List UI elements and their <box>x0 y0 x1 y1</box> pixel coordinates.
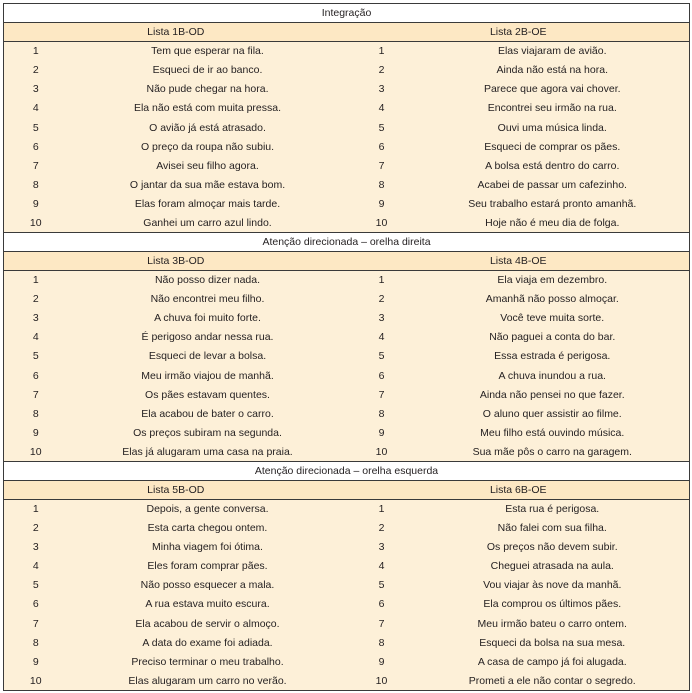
table-row <box>4 156 690 175</box>
right-item-number: 2 <box>348 61 416 80</box>
right-sentence: O aluno quer assistir ao filme. <box>416 404 690 423</box>
right-sentence: Não falei com sua filha. <box>416 519 690 538</box>
table-row <box>4 423 690 442</box>
left-sentence: Ganhei um carro azul lindo. <box>68 213 348 232</box>
table-row <box>4 99 690 118</box>
left-item-number: 6 <box>4 595 68 614</box>
right-sentence: Ainda não pensei no que fazer. <box>416 385 690 404</box>
left-item-number: 3 <box>4 80 68 99</box>
right-item-number: 5 <box>348 576 416 595</box>
right-sentence: Amanhã não posso almoçar. <box>416 290 690 309</box>
right-item-number: 3 <box>348 538 416 557</box>
right-sentence: A casa de campo já foi alugada. <box>416 652 690 671</box>
table-row <box>4 137 690 156</box>
table-row <box>4 442 690 461</box>
left-sentence: Ela não está com muita pressa. <box>68 99 348 118</box>
right-item-number: 7 <box>348 614 416 633</box>
right-item-number: 1 <box>348 500 416 519</box>
right-sentence: Ouvi uma música linda. <box>416 118 690 137</box>
left-sentence: Não posso esquecer a mala. <box>68 576 348 595</box>
left-item-number: 4 <box>4 328 68 347</box>
left-sentence: Preciso terminar o meu trabalho. <box>68 652 348 671</box>
table-row <box>4 538 690 557</box>
table-row <box>4 633 690 652</box>
left-item-number: 9 <box>4 652 68 671</box>
left-item-number: 6 <box>4 366 68 385</box>
right-item-number: 6 <box>348 595 416 614</box>
left-item-number: 7 <box>4 614 68 633</box>
right-sentence: Essa estrada é perigosa. <box>416 347 690 366</box>
right-sentence: Prometi a ele não contar o segredo. <box>416 671 690 690</box>
sentence-lists-table <box>3 3 690 691</box>
right-sentence: Esta rua é perigosa. <box>416 500 690 519</box>
table-row <box>4 557 690 576</box>
table-row <box>4 271 690 290</box>
right-sentence: Você teve muita sorte. <box>416 309 690 328</box>
right-item-number: 10 <box>348 442 416 461</box>
section-title: Integração <box>4 4 690 23</box>
right-list-header: Lista 6B-OE <box>348 480 690 499</box>
left-sentence: Os preços subiram na segunda. <box>68 423 348 442</box>
left-item-number: 2 <box>4 61 68 80</box>
left-sentence: Elas já alugaram uma casa na praia. <box>68 442 348 461</box>
left-sentence: Não pude chegar na hora. <box>68 80 348 99</box>
table-row <box>4 328 690 347</box>
table-row <box>4 309 690 328</box>
right-item-number: 2 <box>348 519 416 538</box>
left-list-header: Lista 3B-OD <box>4 252 348 271</box>
left-item-number: 8 <box>4 404 68 423</box>
section-title: Atenção direcionada – orelha esquerda <box>4 461 690 480</box>
right-item-number: 3 <box>348 309 416 328</box>
right-sentence: Os preços não devem subir. <box>416 538 690 557</box>
table-row <box>4 175 690 194</box>
left-item-number: 7 <box>4 156 68 175</box>
left-sentence: Ela acabou de servir o almoço. <box>68 614 348 633</box>
left-item-number: 2 <box>4 519 68 538</box>
left-item-number: 7 <box>4 385 68 404</box>
left-sentence: A rua estava muito escura. <box>68 595 348 614</box>
left-sentence: Eles foram comprar pães. <box>68 557 348 576</box>
right-item-number: 4 <box>348 99 416 118</box>
table-row <box>4 213 690 232</box>
left-item-number: 5 <box>4 118 68 137</box>
left-sentence: A chuva foi muito forte. <box>68 309 348 328</box>
right-sentence: Sua mãe pôs o carro na garagem. <box>416 442 690 461</box>
left-sentence: Avisei seu filho agora. <box>68 156 348 175</box>
right-item-number: 9 <box>348 194 416 213</box>
left-sentence: Os pães estavam quentes. <box>68 385 348 404</box>
left-item-number: 10 <box>4 213 68 232</box>
left-item-number: 10 <box>4 671 68 690</box>
right-item-number: 4 <box>348 328 416 347</box>
table-row <box>4 671 690 690</box>
list-header-row <box>4 480 690 499</box>
right-sentence: Meu filho está ouvindo música. <box>416 423 690 442</box>
left-sentence: Esta carta chegou ontem. <box>68 519 348 538</box>
right-sentence: A chuva inundou a rua. <box>416 366 690 385</box>
left-item-number: 5 <box>4 576 68 595</box>
right-sentence: Esqueci da bolsa na sua mesa. <box>416 633 690 652</box>
left-item-number: 8 <box>4 175 68 194</box>
right-sentence: A bolsa está dentro do carro. <box>416 156 690 175</box>
right-item-number: 5 <box>348 347 416 366</box>
left-sentence: Depois, a gente conversa. <box>68 500 348 519</box>
table-row <box>4 61 690 80</box>
right-item-number: 5 <box>348 118 416 137</box>
right-item-number: 10 <box>348 213 416 232</box>
left-list-header: Lista 1B-OD <box>4 23 348 42</box>
list-header-row <box>4 23 690 42</box>
right-sentence: Parece que agora vai chover. <box>416 80 690 99</box>
section-title-row <box>4 461 690 480</box>
left-sentence: Minha viagem foi ótima. <box>68 538 348 557</box>
left-item-number: 9 <box>4 194 68 213</box>
right-item-number: 2 <box>348 290 416 309</box>
right-item-number: 6 <box>348 137 416 156</box>
table-row <box>4 614 690 633</box>
table-row <box>4 652 690 671</box>
left-item-number: 4 <box>4 99 68 118</box>
right-item-number: 1 <box>348 271 416 290</box>
left-sentence: Meu irmão viajou de manhã. <box>68 366 348 385</box>
left-item-number: 3 <box>4 309 68 328</box>
left-sentence: Elas alugaram um carro no verão. <box>68 671 348 690</box>
right-sentence: Encontrei seu irmão na rua. <box>416 99 690 118</box>
left-item-number: 10 <box>4 442 68 461</box>
right-list-header: Lista 4B-OE <box>348 252 690 271</box>
right-item-number: 8 <box>348 404 416 423</box>
left-item-number: 1 <box>4 500 68 519</box>
right-item-number: 8 <box>348 175 416 194</box>
right-item-number: 6 <box>348 366 416 385</box>
left-sentence: Tem que esperar na fila. <box>68 42 348 61</box>
left-item-number: 2 <box>4 290 68 309</box>
table-body <box>4 4 690 691</box>
left-sentence: O preço da roupa não subiu. <box>68 137 348 156</box>
table-row <box>4 500 690 519</box>
section-title-row <box>4 232 690 251</box>
left-sentence: O avião já está atrasado. <box>68 118 348 137</box>
left-item-number: 1 <box>4 271 68 290</box>
right-sentence: Acabei de passar um cafezinho. <box>416 175 690 194</box>
list-header-row <box>4 252 690 271</box>
right-item-number: 7 <box>348 156 416 175</box>
left-sentence: Não posso dizer nada. <box>68 271 348 290</box>
table-row <box>4 519 690 538</box>
right-sentence: Hoje não é meu dia de folga. <box>416 213 690 232</box>
left-sentence: É perigoso andar nessa rua. <box>68 328 348 347</box>
right-sentence: Ela viaja em dezembro. <box>416 271 690 290</box>
right-item-number: 8 <box>348 633 416 652</box>
left-sentence: Esqueci de levar a bolsa. <box>68 347 348 366</box>
left-item-number: 4 <box>4 557 68 576</box>
table-row <box>4 42 690 61</box>
right-item-number: 3 <box>348 80 416 99</box>
table-row <box>4 595 690 614</box>
right-sentence: Ainda não está na hora. <box>416 61 690 80</box>
table-row <box>4 385 690 404</box>
right-item-number: 7 <box>348 385 416 404</box>
left-item-number: 8 <box>4 633 68 652</box>
section-title: Atenção direcionada – orelha direita <box>4 232 690 251</box>
left-sentence: Não encontrei meu filho. <box>68 290 348 309</box>
table-row <box>4 80 690 99</box>
left-list-header: Lista 5B-OD <box>4 480 348 499</box>
right-item-number: 1 <box>348 42 416 61</box>
left-item-number: 3 <box>4 538 68 557</box>
right-sentence: Elas viajaram de avião. <box>416 42 690 61</box>
table-row <box>4 194 690 213</box>
left-sentence: Elas foram almoçar mais tarde. <box>68 194 348 213</box>
right-sentence: Vou viajar às nove da manhã. <box>416 576 690 595</box>
right-list-header: Lista 2B-OE <box>348 23 690 42</box>
left-sentence: A data do exame foi adiada. <box>68 633 348 652</box>
right-item-number: 9 <box>348 652 416 671</box>
left-item-number: 6 <box>4 137 68 156</box>
right-sentence: Não paguei a conta do bar. <box>416 328 690 347</box>
table-row <box>4 118 690 137</box>
table-row <box>4 576 690 595</box>
right-sentence: Ela comprou os últimos pães. <box>416 595 690 614</box>
left-sentence: Ela acabou de bater o carro. <box>68 404 348 423</box>
table-row <box>4 290 690 309</box>
table-row <box>4 404 690 423</box>
right-item-number: 9 <box>348 423 416 442</box>
right-sentence: Esqueci de comprar os pães. <box>416 137 690 156</box>
left-sentence: Esqueci de ir ao banco. <box>68 61 348 80</box>
right-sentence: Cheguei atrasada na aula. <box>416 557 690 576</box>
right-item-number: 10 <box>348 671 416 690</box>
left-sentence: O jantar da sua mãe estava bom. <box>68 175 348 194</box>
left-item-number: 1 <box>4 42 68 61</box>
right-sentence: Seu trabalho estará pronto amanhã. <box>416 194 690 213</box>
table-row <box>4 347 690 366</box>
left-item-number: 9 <box>4 423 68 442</box>
right-item-number: 4 <box>348 557 416 576</box>
table-row <box>4 366 690 385</box>
section-title-row <box>4 4 690 23</box>
left-item-number: 5 <box>4 347 68 366</box>
right-sentence: Meu irmão bateu o carro ontem. <box>416 614 690 633</box>
